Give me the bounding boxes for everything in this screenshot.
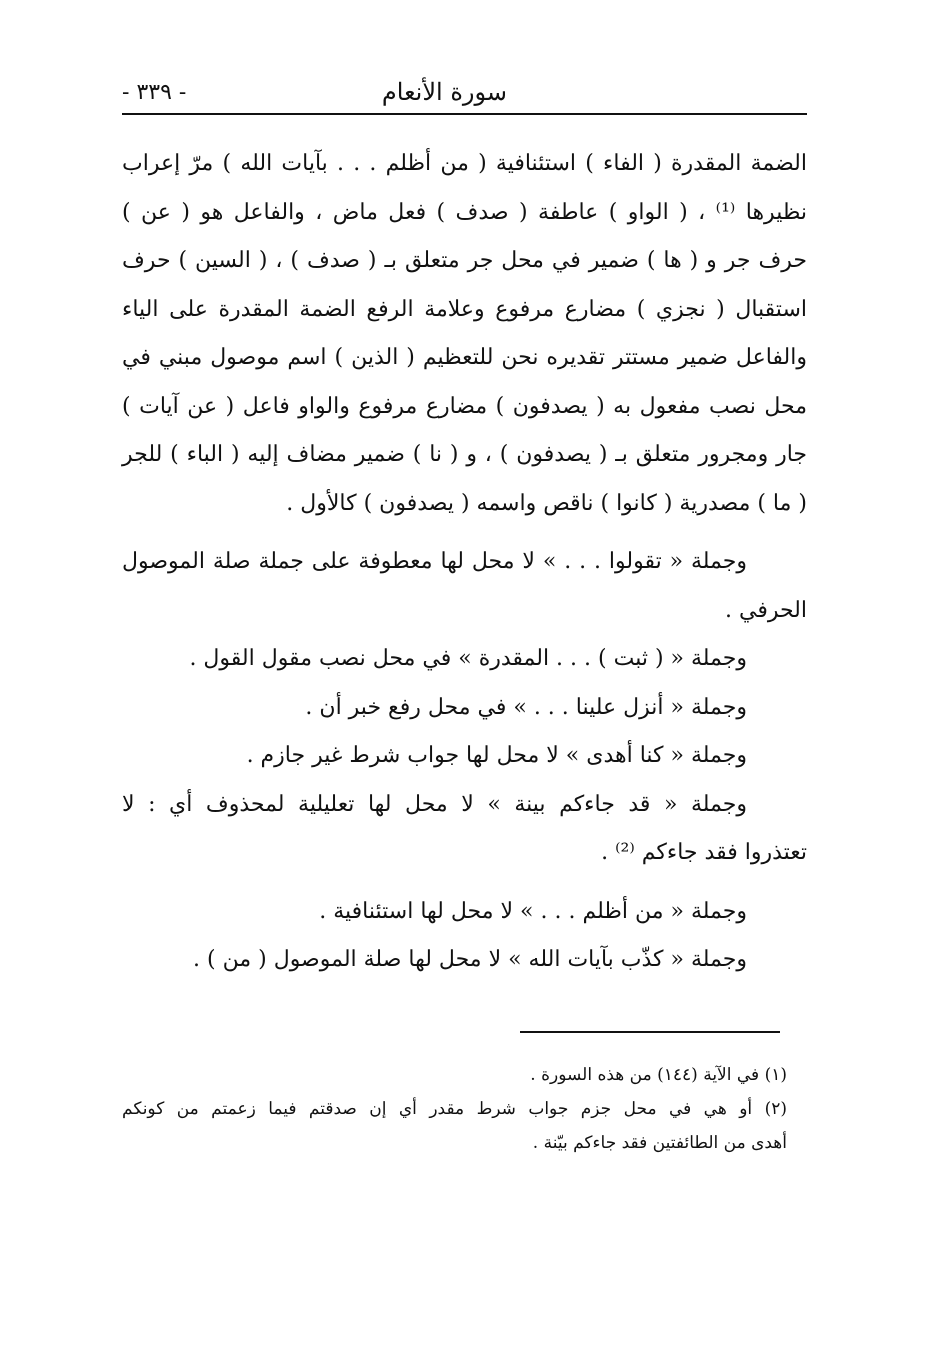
- page-header: [122, 72, 807, 112]
- text-line: الحرفي .: [725, 597, 807, 623]
- footnote-2: [122, 1092, 787, 1160]
- main-text: [122, 140, 807, 985]
- text-line: حرف جر و ( ها ) ضمير في محل جر متعلق بـ ( صدف ) ، ( السين ) حرف: [122, 248, 807, 273]
- paragraph-bayyina: [122, 781, 807, 878]
- text-line: والفاعل ضمير مستتر تقديره نحن للتعظيم ( الذين ) اسم موصول مبني في: [122, 345, 807, 370]
- footnote-line: أهدى من الطائفتين فقد جاءكم بيّنة .: [532, 1133, 787, 1153]
- sentence-line: وجملة « أنزل علينا . . . » في محل رفع خبر أن .: [305, 694, 747, 720]
- header-divider: [122, 113, 807, 115]
- surah-title: سورة الأنعام: [381, 78, 507, 106]
- footnotes: [122, 1058, 787, 1160]
- text-line: نظيرها ⁽¹⁾ ، ( الواو ) عاطفة ( صدف ) فعل ماض ، والفاعل هو ( عن ): [122, 199, 807, 225]
- footnote-line: (٢) أو هي في محل جزم جواب شرط مقدر أي إن صدقتم فيما زعمتم من كونكم: [122, 1099, 787, 1119]
- sentence-line: وجملة « كذّب بآيات الله » لا محل لها صلة الموصول ( من ) .: [193, 947, 747, 972]
- paragraph-taqulu: [122, 538, 807, 635]
- text-line: ( ما ) مصدرية ( كانوا ) ناقص واسمه ( يصدفون ) كالأول .: [286, 490, 807, 516]
- text-line: الضمة المقدرة ( الفاء ) استئنافية ( من أظلم . . . بآيات الله ) مرّ إعراب: [122, 151, 807, 176]
- page-number: - ٣٣٩ -: [122, 80, 187, 105]
- paragraph-irab: [122, 140, 807, 528]
- text-line: تعتذروا فقد جاءكم ⁽²⁾ .: [601, 840, 807, 865]
- sentence-line: وجملة « ( ثبت ) . . . المقدرة » في محل نصب مقول القول .: [189, 646, 747, 671]
- footnote-line: (١) في الآية (١٤٤) من هذه السورة .: [530, 1065, 787, 1085]
- text-line: استقبال ( نجزي ) مضارع مرفوع وعلامة الرفع الضمة المقدرة على الياء: [122, 296, 807, 322]
- sentence-line: وجملة « كنا أهدى » لا محل لها جواب شرط غير جازم .: [246, 743, 747, 768]
- text-line: وجملة « تقولوا . . . » لا محل لها معطوفة على جملة صلة الموصول: [122, 549, 747, 574]
- sentence-line: وجملة « من أظلم . . . » لا محل لها استئنافية .: [319, 898, 747, 924]
- text-line: جار ومجرور متعلق بـ ( يصدفون ) ، و ( نا ) ضمير مضاف إليه ( الباء ) للجر: [122, 442, 807, 467]
- text-line: وجملة « قد جاءكم بينة » لا محل لها تعليلية لمحذوف أي : لا: [122, 791, 747, 817]
- footnote-1: [122, 1058, 787, 1092]
- text-line: محل نصب مفعول به ( يصدفون ) مضارع مرفوع والواو فاعل ( عن آيات ): [122, 393, 807, 419]
- footnote-divider: [520, 1031, 780, 1033]
